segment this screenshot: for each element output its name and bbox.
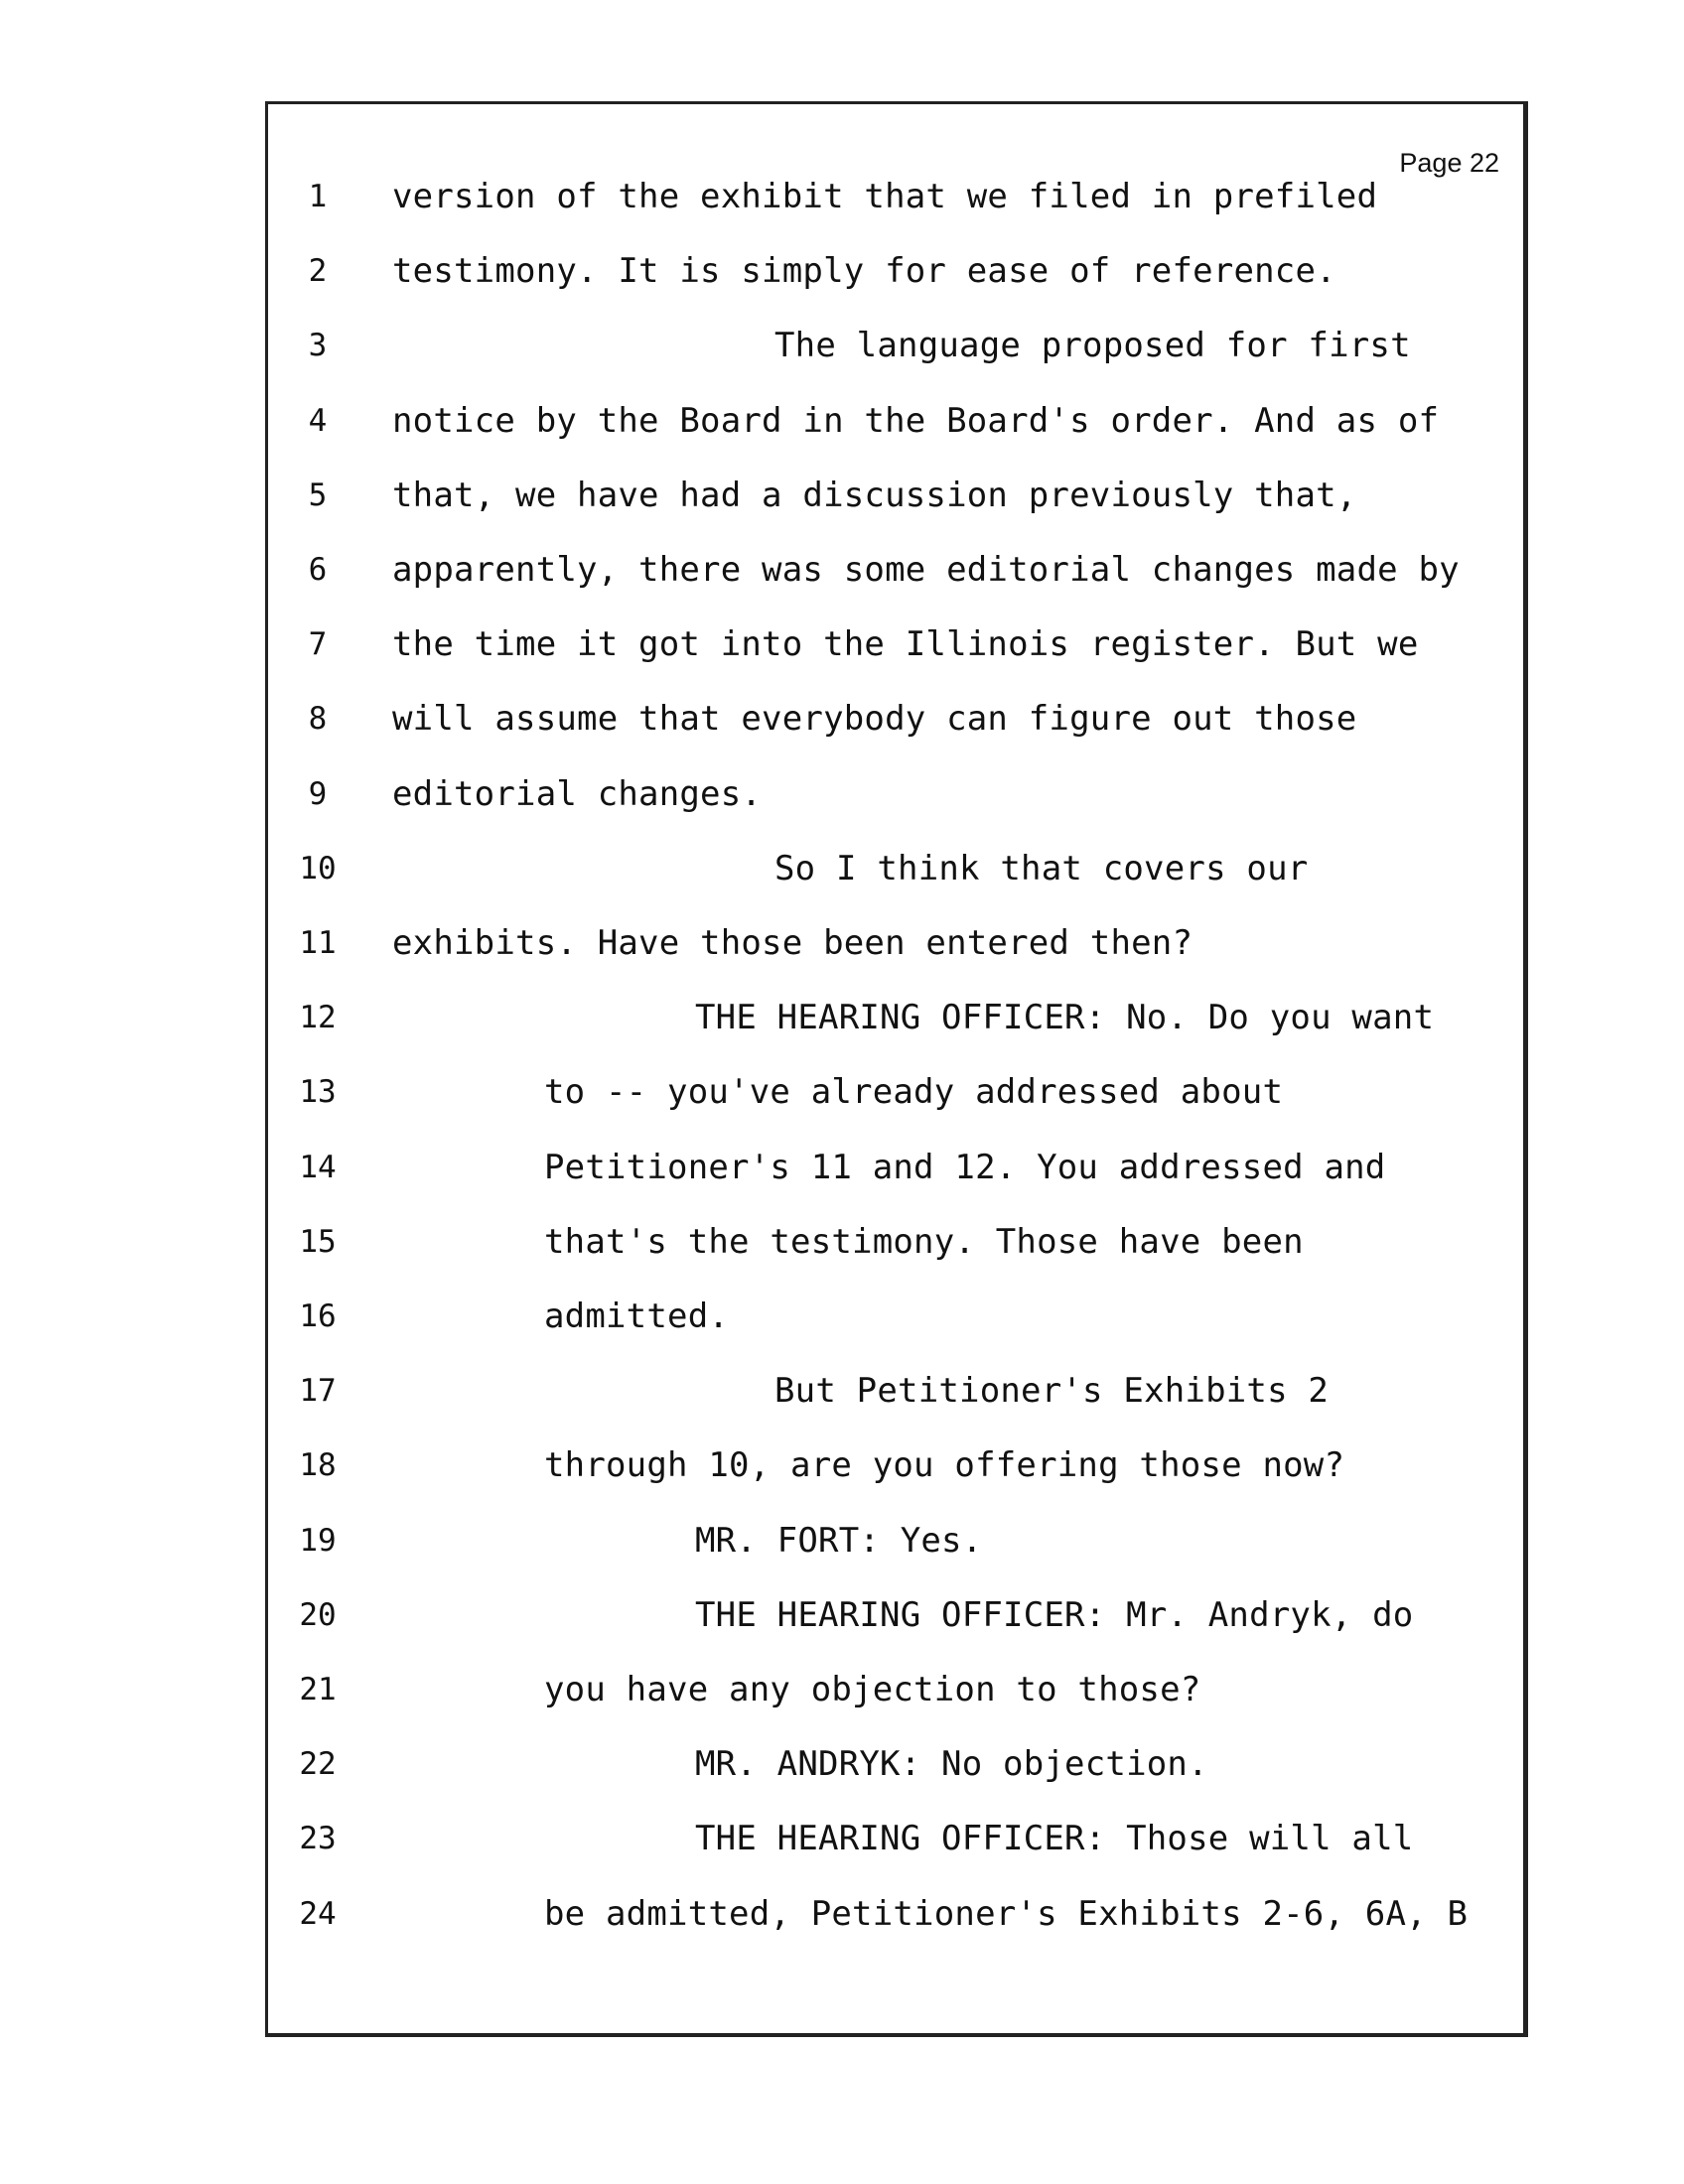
line-number: 12 xyxy=(299,1000,337,1036)
line-number: 8 xyxy=(308,701,328,738)
line-number: 20 xyxy=(299,1596,337,1633)
line-text: that, we have had a discussion previously that, xyxy=(392,475,1357,515)
line-text: The language proposed for first xyxy=(774,326,1411,366)
line-number: 14 xyxy=(299,1149,337,1185)
line-number: 11 xyxy=(299,925,337,961)
line-number: 13 xyxy=(299,1074,337,1111)
line-number: 23 xyxy=(299,1821,337,1857)
line-number: 24 xyxy=(299,1895,337,1932)
line-number: 16 xyxy=(299,1298,337,1334)
transcript-line xyxy=(268,1734,1523,1794)
transcript-line xyxy=(268,1138,1523,1197)
transcript-line xyxy=(268,316,1523,375)
transcript-line xyxy=(268,1660,1523,1719)
page-number: Page 22 xyxy=(1399,148,1499,178)
line-number: 9 xyxy=(308,775,328,812)
line-text: that's the testimony. Those have been xyxy=(544,1221,1304,1262)
line-text: MR. FORT: Yes. xyxy=(695,1520,983,1561)
transcript-line xyxy=(268,241,1523,301)
transcript-line xyxy=(268,1361,1523,1421)
line-number: 18 xyxy=(299,1447,337,1484)
transcript-line xyxy=(268,167,1523,226)
line-text: to -- you've already addressed about xyxy=(544,1072,1284,1113)
line-number: 19 xyxy=(299,1522,337,1559)
line-number: 2 xyxy=(308,253,328,290)
line-number: 21 xyxy=(299,1672,337,1707)
transcript-line xyxy=(268,1511,1523,1570)
line-number: 4 xyxy=(308,402,328,439)
line-number: 1 xyxy=(308,179,328,214)
line-text: exhibits. Have those been entered then? xyxy=(392,923,1193,963)
line-text: through 10, are you offering those now? xyxy=(544,1445,1345,1486)
line-number: 3 xyxy=(308,328,328,364)
line-number: 17 xyxy=(299,1373,337,1410)
transcript-line xyxy=(268,1062,1523,1122)
transcript-line xyxy=(268,839,1523,898)
transcript-line xyxy=(268,1287,1523,1346)
line-text: THE HEARING OFFICER: Those will all xyxy=(695,1819,1414,1859)
transcript-line xyxy=(268,466,1523,525)
line-number: 7 xyxy=(308,626,328,663)
line-text: admitted. xyxy=(544,1297,730,1336)
line-number: 5 xyxy=(308,477,328,513)
line-text: version of the exhibit that we filed in prefiled xyxy=(392,177,1378,216)
line-text: MR. ANDRYK: No objection. xyxy=(695,1744,1208,1785)
line-text: testimony. It is simply for ease of reference. xyxy=(392,251,1336,292)
line-text: notice by the Board in the Board's order. And as of xyxy=(392,400,1440,441)
transcript-line xyxy=(268,1585,1523,1645)
line-text: THE HEARING OFFICER: Mr. Andryk, do xyxy=(695,1594,1414,1635)
transcript-line xyxy=(268,764,1523,824)
transcript-line xyxy=(268,689,1523,749)
transcript-line xyxy=(268,1435,1523,1495)
transcript-line xyxy=(268,614,1523,674)
line-text: you have any objection to those? xyxy=(544,1670,1201,1709)
transcript-line xyxy=(268,1884,1523,1944)
line-number: 22 xyxy=(299,1746,337,1783)
line-text: apparently, there was some editorial changes made by xyxy=(392,550,1460,590)
transcript-line xyxy=(268,391,1523,451)
transcript-line xyxy=(268,1212,1523,1272)
line-text: So I think that covers our xyxy=(774,848,1309,888)
transcript-line xyxy=(268,913,1523,973)
line-number: 10 xyxy=(299,850,337,887)
transcript-line xyxy=(268,988,1523,1047)
transcript-line xyxy=(268,1809,1523,1868)
line-text: will assume that everybody can figure out those xyxy=(392,699,1357,740)
line-text: be admitted, Petitioner's Exhibits 2-6, 6A, B xyxy=(544,1893,1469,1934)
line-text: the time it got into the Illinois register. But we xyxy=(392,624,1419,665)
line-text: But Petitioner's Exhibits 2 xyxy=(774,1371,1330,1412)
line-text: editorial changes. xyxy=(392,773,763,814)
transcript-line xyxy=(268,540,1523,600)
line-text: THE HEARING OFFICER: No. Do you want xyxy=(695,998,1435,1038)
line-number: 6 xyxy=(308,552,328,588)
transcript-page xyxy=(265,101,1528,2037)
line-number: 15 xyxy=(299,1223,337,1260)
line-text: Petitioner's 11 and 12. You addressed and xyxy=(544,1147,1386,1187)
